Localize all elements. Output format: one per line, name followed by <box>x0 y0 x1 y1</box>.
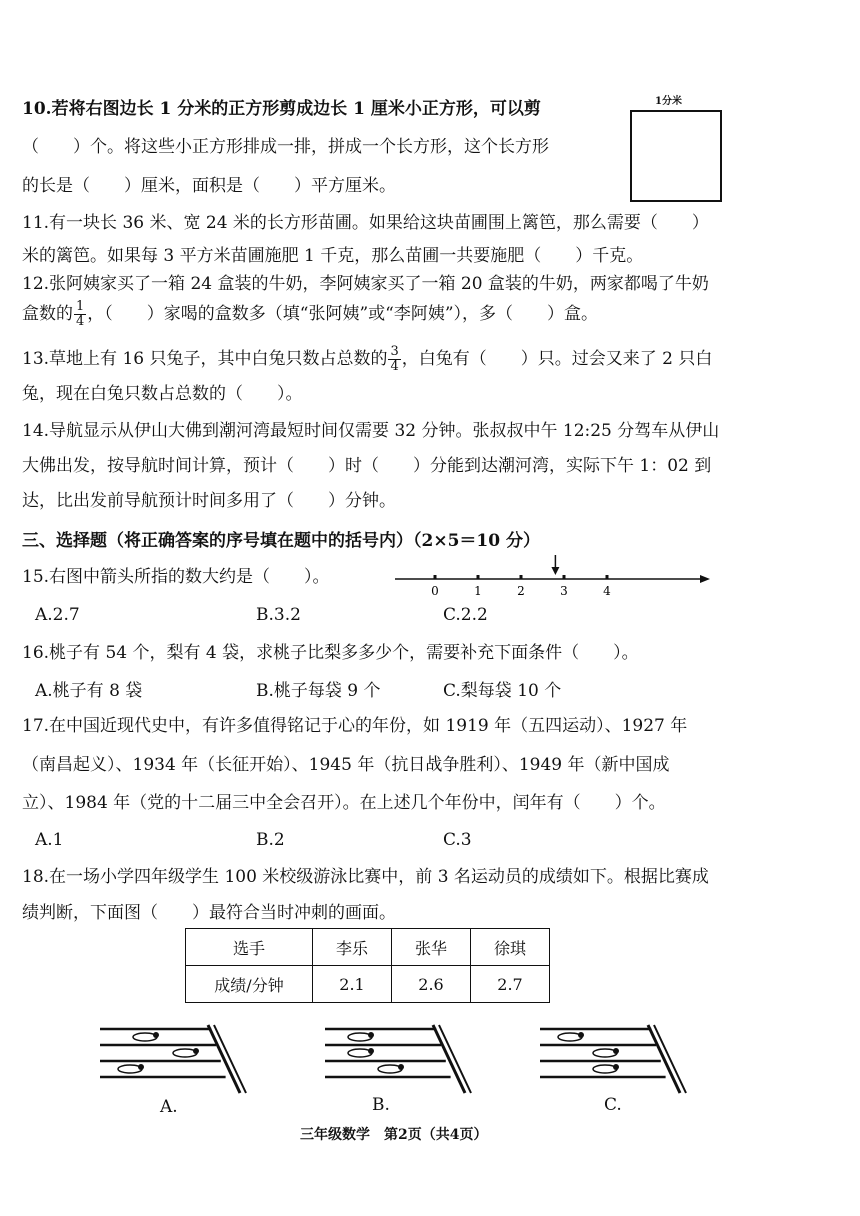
q15-option-b: B.3.2 <box>256 605 301 625</box>
picture-label-a: A. <box>160 1097 178 1117</box>
swimmer-head <box>398 1064 404 1070</box>
q13-line-2: 兔，现在白兔只数占总数的（ ）。 <box>22 384 303 404</box>
q15-option-a: A.2.7 <box>35 605 80 625</box>
q17-option-b: B.2 <box>256 830 285 850</box>
square-side-label: 1分米 <box>655 96 682 107</box>
picture-label-b: B. <box>372 1095 390 1115</box>
pool-picture-a <box>100 1025 250 1095</box>
table-header-cell: 张华 <box>392 929 471 966</box>
number-line <box>395 555 715 598</box>
q18-line-2: 绩判断，下面图（ ）最符合当时冲刺的画面。 <box>22 903 396 923</box>
pool-picture-b <box>325 1025 475 1095</box>
swimmer-head <box>368 1048 374 1054</box>
q15-stem: 15.右图中箭头所指的数大约是（ ）。 <box>22 567 330 587</box>
pool-wall <box>208 1025 240 1093</box>
table-row <box>186 966 550 1003</box>
q14-line-1: 14.导航显示从伊山大佛到潮河湾最短时间仅需要 32 分钟。张叔叔中午 12:25 分驾车从伊山 <box>22 421 720 441</box>
fraction-denominator: 4 <box>390 359 399 374</box>
q17-line-3: 立）、1984 年（党的十二届三中全会召开）。在上述几个年份中，闰年有（ ）个。 <box>22 793 666 813</box>
q11-line-2: 米的篱笆。如果每 3 平方米苗圃施肥 1 千克，那么苗圃一共要施肥（ ）千克。 <box>22 246 644 266</box>
table-header-cell: 选手 <box>186 929 313 966</box>
pointer-arrow <box>551 555 559 575</box>
q10-line-3: 的长是（ ）厘米，面积是（ ）平方厘米。 <box>22 176 396 196</box>
pool-wall <box>654 1025 686 1093</box>
q10-line-2: （ ）个。将这些小正方形排成一排，拼成一个长方形，这个长方形 <box>22 137 549 157</box>
pointer-arrow-head <box>551 567 559 575</box>
table-cell: 2.1 <box>313 966 392 1003</box>
pool-wall <box>648 1025 680 1093</box>
pool-wall <box>214 1025 246 1093</box>
fraction-denominator: 4 <box>76 314 85 329</box>
number-line-tick-label: 0 <box>431 584 439 598</box>
q17-line-1: 17.在中国近现代史中，有许多值得铭记于心的年份，如 1919 年（五四运动）、1927 年 <box>22 716 688 736</box>
table-header-cell: 徐琪 <box>471 929 550 966</box>
swimmer-head <box>613 1064 619 1070</box>
swimmer-head <box>368 1032 374 1038</box>
table-cell: 2.6 <box>392 966 471 1003</box>
picture-label-c: C. <box>604 1095 622 1115</box>
q12-line-2 <box>22 300 598 329</box>
q11-line-1: 11.有一块长 36 米、宽 24 米的长方形苗圃。如果给这块苗圃围上篱笆，那么需要（ ） <box>22 213 709 233</box>
number-line-tick-label: 1 <box>474 584 482 598</box>
q16-option-c: C.梨每袋 10 个 <box>443 681 562 701</box>
fraction-numerator: 3 <box>390 344 399 359</box>
q13-line-1 <box>22 345 712 374</box>
page-footer: 三年级数学 第2页（共4页） <box>300 1127 488 1143</box>
swimmer-head <box>138 1064 144 1070</box>
table-header-cell: 李乐 <box>313 929 392 966</box>
q17-option-c: C.3 <box>443 830 472 850</box>
table-row <box>186 929 550 966</box>
section-3-title: 三、选择题（将正确答案的序号填在题中的括号内）（2×5＝10 分） <box>22 531 540 551</box>
fraction-three-quarters <box>388 345 400 374</box>
q12-line-1: 12.张阿姨家买了一箱 24 盒装的牛奶，李阿姨家买了一箱 20 盒装的牛奶，两家都喝了牛奶 <box>22 274 709 294</box>
fraction-numerator: 1 <box>76 299 85 314</box>
q17-option-a: A.1 <box>35 830 64 850</box>
q13-text-b: ，白兔有（ ）只。过会又来了 2 只白 <box>401 349 713 369</box>
q16-option-a: A.桃子有 8 袋 <box>35 681 143 701</box>
number-line-arrowhead <box>700 575 710 583</box>
pool-picture-c <box>540 1025 690 1095</box>
q13-text-a: 13.草地上有 16 只兔子，其中白兔只数占总数的 <box>22 349 388 369</box>
q16-option-b: B.桃子每袋 9 个 <box>256 681 381 701</box>
table-cell: 成绩/分钟 <box>186 966 313 1003</box>
swimmer-head <box>193 1048 199 1054</box>
q16-stem: 16.桃子有 54 个，梨有 4 袋，求桃子比梨多多少个，需要补充下面条件（ ）。 <box>22 643 639 663</box>
q15-option-c: C.2.2 <box>443 605 488 625</box>
q12-text-b: ，（ ）家喝的盒数多（填“张阿姨”或“李阿姨”），多（ ）盒。 <box>87 304 599 324</box>
q12-text-a: 盒数的 <box>22 304 73 324</box>
q14-line-3: 达，比出发前导航预计时间多用了（ ）分钟。 <box>22 491 396 511</box>
fraction-one-quarter <box>74 300 86 329</box>
q18-line-1: 18.在一场小学四年级学生 100 米校级游泳比赛中，前 3 名运动员的成绩如下。根据比赛成 <box>22 867 709 887</box>
number-line-tick-label: 3 <box>560 584 568 598</box>
swimmer-head <box>578 1032 584 1038</box>
swimmer-head <box>613 1048 619 1054</box>
number-line-tick-label: 2 <box>517 584 525 598</box>
table-cell: 2.7 <box>471 966 550 1003</box>
swimmer-head <box>153 1032 159 1038</box>
square-figure <box>630 110 722 202</box>
q17-line-2: （南昌起义）、1934 年（长征开始）、1945 年（抗日战争胜利）、1949 年（新中国成 <box>22 755 670 775</box>
q10-line-1: 10.若将右图边长 1 分米的正方形剪成边长 1 厘米小正方形，可以剪 <box>22 99 541 119</box>
pool-wall <box>439 1025 471 1093</box>
q14-line-2: 大佛出发，按导航时间计算，预计（ ）时（ ）分能到达潮河湾，实际下午 1：02 到 <box>22 456 712 476</box>
score-table <box>185 928 550 1003</box>
number-line-tick-label: 4 <box>603 584 611 598</box>
pool-wall <box>433 1025 465 1093</box>
